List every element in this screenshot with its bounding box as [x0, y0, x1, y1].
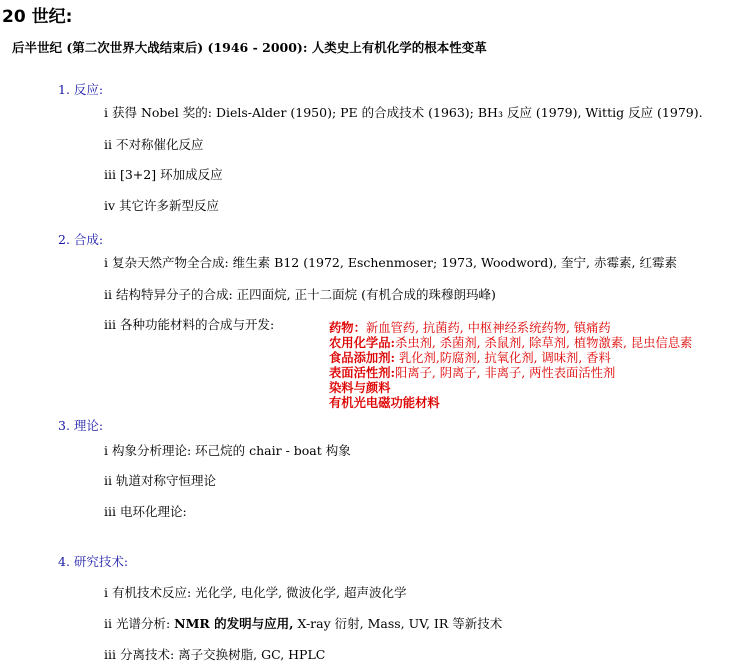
spectro-rest: X-ray 衍射, Mass, UV, IR 等新技术 — [293, 616, 503, 631]
reaction-item-4: iv 其它许多新型反应 — [104, 198, 220, 213]
material-line-optoelectronic — [329, 393, 440, 411]
reaction-item-3: iii [3+2] 环加成反应 — [104, 167, 223, 182]
technique-item-3: iii 分离技术: 离子交换树脂, GC, HPLC — [104, 647, 326, 662]
reaction-item-1: i 获得 Nobel 奖的: Diels-Alder (1950); PE 的合成技术 (1963); BH₃ 反应 (1979), Wittig 反应 (1979). — [104, 105, 703, 120]
technique-item-2 — [104, 614, 502, 632]
synthesis-item-1: i 复杂天然产物全合成: 维生素 B12 (1972, Eschenmoser; 1973, Woodword), 奎宁, 赤霉素, 红霉素 — [104, 255, 677, 270]
material-text: 乳化剂,防腐剂, 抗氧化剂, 调味剂, 香料 — [395, 351, 611, 365]
material-label: 染料与颜料 — [329, 380, 391, 395]
material-label: 药物： — [329, 320, 366, 335]
reaction-item-2: ii 不对称催化反应 — [104, 137, 204, 152]
theory-item-1: i 构象分析理论: 环己烷的 chair - boat 构象 — [104, 443, 351, 458]
section-techniques-label: 4. 研究技术: — [58, 554, 129, 569]
spectro-bold: NMR 的发明与应用, — [174, 616, 294, 631]
material-text: 阳离子, 阴离子, 非离子, 两性表面活性剂 — [395, 366, 616, 380]
material-label: 表面活性剂: — [329, 365, 396, 380]
material-label: 农用化学品: — [329, 335, 396, 350]
material-label: 有机光电磁功能材料 — [329, 395, 440, 410]
material-text: 新血管药, 抗菌药, 中枢神经系统药物, 镇痛药 — [365, 321, 611, 335]
section-reaction-label: 1. 反应: — [58, 82, 104, 97]
theory-item-2: ii 轨道对称守恒理论 — [104, 473, 216, 488]
material-text: 杀虫剂, 杀菌剂, 杀鼠剂, 除草剂, 植物激素, 昆虫信息素 — [395, 336, 693, 350]
technique-item-1: i 有机技术反应: 光化学, 电化学, 微波化学, 超声波化学 — [104, 585, 407, 600]
synthesis-item-3: iii 各种功能材料的合成与开发: — [104, 317, 275, 332]
page-heading: 20 世纪: — [2, 7, 73, 27]
page-subtitle: 后半世纪 (第二次世界大战结束后) (1946 - 2000): 人类史上有机化学的根本性变革 — [12, 40, 487, 55]
theory-item-3: iii 电环化理论: — [104, 504, 187, 519]
spectro-prefix: ii 光谱分析: — [104, 616, 175, 631]
section-theory-label: 3. 理论: — [58, 418, 104, 433]
material-label: 食品添加剂: — [329, 350, 396, 365]
synthesis-item-2: ii 结构特异分子的合成: 正四面烷, 正十二面烷 (有机合成的珠穆朗玛峰) — [104, 287, 496, 302]
section-synthesis-label: 2. 合成: — [58, 232, 104, 247]
